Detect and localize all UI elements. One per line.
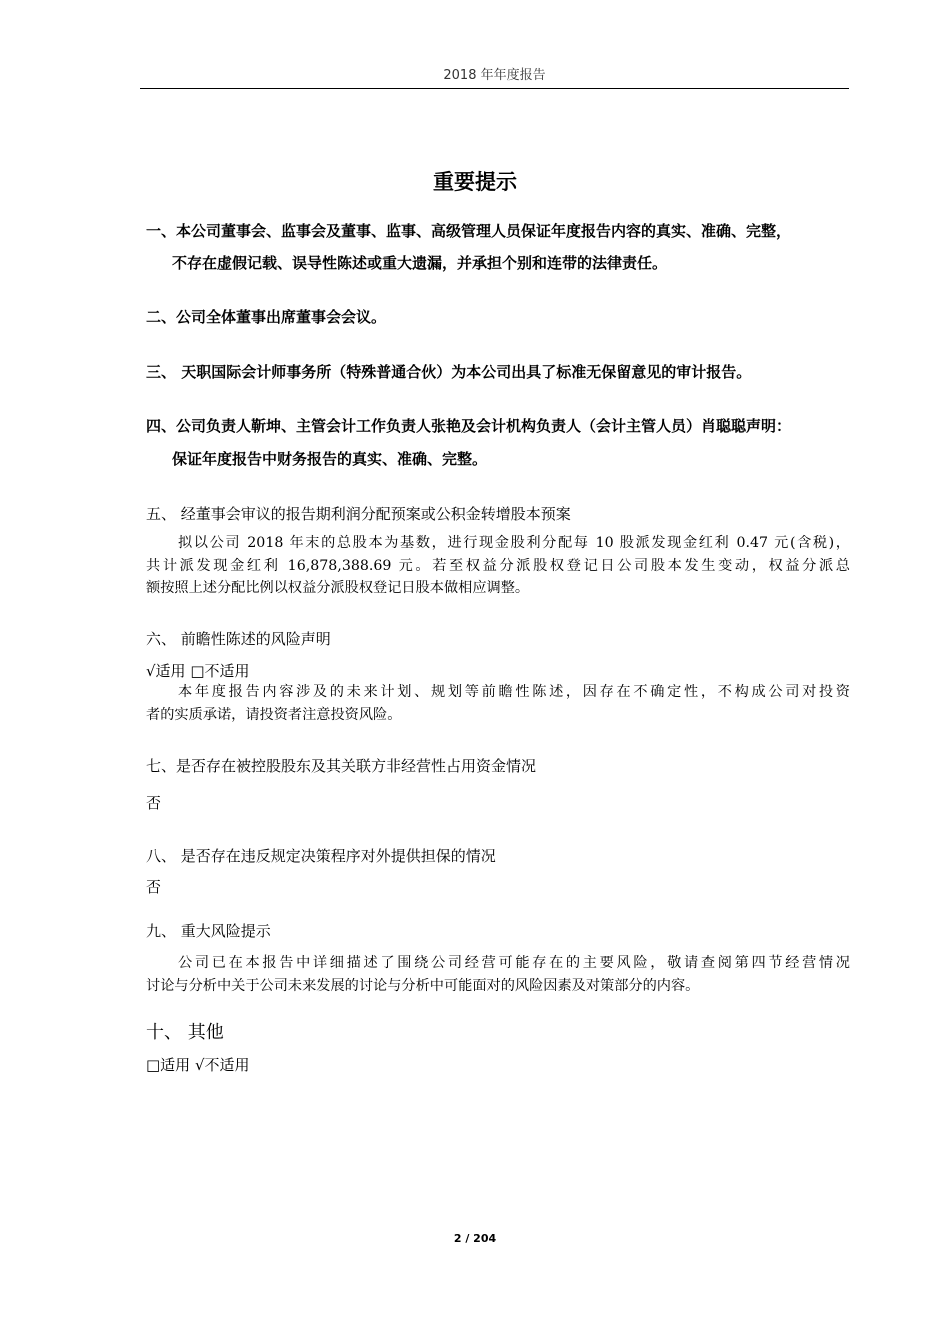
section-9-heading: 九、 重大风险提示	[146, 922, 271, 940]
section-4-line-1: 四、公司负责人靳坤、主管会计工作负责人张艳及会计机构负责人（会计主管人员）肖聪聪声明：	[146, 417, 792, 435]
section-6-line-1: 本年度报告内容涉及的未来计划、规划等前瞻性陈述，因存在不确定性，不构成公司对投资	[178, 684, 850, 700]
section-6-line-2: 者的实质承诺，请投资者注意投资风险。	[146, 706, 402, 723]
section-7-answer: 否	[146, 794, 162, 812]
section-5-paragraph	[146, 532, 850, 600]
page-title: 重要提示	[433, 170, 517, 194]
section-6-applicability: √适用 □不适用	[146, 662, 250, 680]
running-header: 2018 年年度报告	[140, 64, 849, 89]
section-6-heading: 六、 前瞻性陈述的风险声明	[146, 630, 331, 648]
section-5-line-1: 拟以公司 2018 年末的总股本为基数，进行现金股利分配每 10 股派发现金红利 0.47 元(含税)，	[178, 535, 850, 551]
section-5-line-2: 共计派发现金红利 16,878,388.69 元。若至权益分派股权登记日公司股本发生变动，权益分派总	[146, 557, 850, 574]
section-5-line-3: 额按照上述分配比例以权益分派股权登记日股本做相应调整。	[146, 580, 530, 596]
section-5-heading: 五、 经董事会审议的报告期利润分配预案或公积金转增股本预案	[146, 505, 571, 523]
section-10-applicability: □适用 √不适用	[146, 1056, 250, 1074]
section-9-line-2: 讨论与分析中关于公司未来发展的讨论与分析中可能面对的风险因素及对策部分的内容。	[146, 977, 700, 994]
section-1-line-1: 一、本公司董事会、监事会及董事、监事、高级管理人员保证年度报告内容的真实、准确、完整，	[146, 222, 792, 240]
page-number: 2 / 204	[453, 1232, 497, 1245]
section-2: 二、公司全体董事出席董事会会议。	[146, 308, 387, 326]
section-8-heading: 八、 是否存在违反规定决策程序对外提供担保的情况	[146, 847, 496, 865]
section-9-line-1: 公司已在本报告中详细描述了围绕公司经营可能存在的主要风险，敬请查阅第四节经营情况	[178, 955, 850, 971]
section-10-heading: 十、 其他	[146, 1022, 224, 1043]
section-7-heading: 七、是否存在被控股股东及其关联方非经营性占用资金情况	[146, 757, 537, 775]
section-4-line-2: 保证年度报告中财务报告的真实、准确、完整。	[172, 450, 488, 468]
section-8-answer: 否	[146, 878, 162, 896]
section-1-line-2: 不存在虚假记载、误导性陈述或重大遗漏，并承担个别和连带的法律责任。	[172, 254, 668, 272]
section-9-paragraph	[146, 952, 850, 997]
section-6-paragraph	[146, 681, 850, 726]
section-3: 三、 天职国际会计师事务所（特殊普通合伙）为本公司出具了标准无保留意见的审计报告。	[146, 363, 752, 381]
